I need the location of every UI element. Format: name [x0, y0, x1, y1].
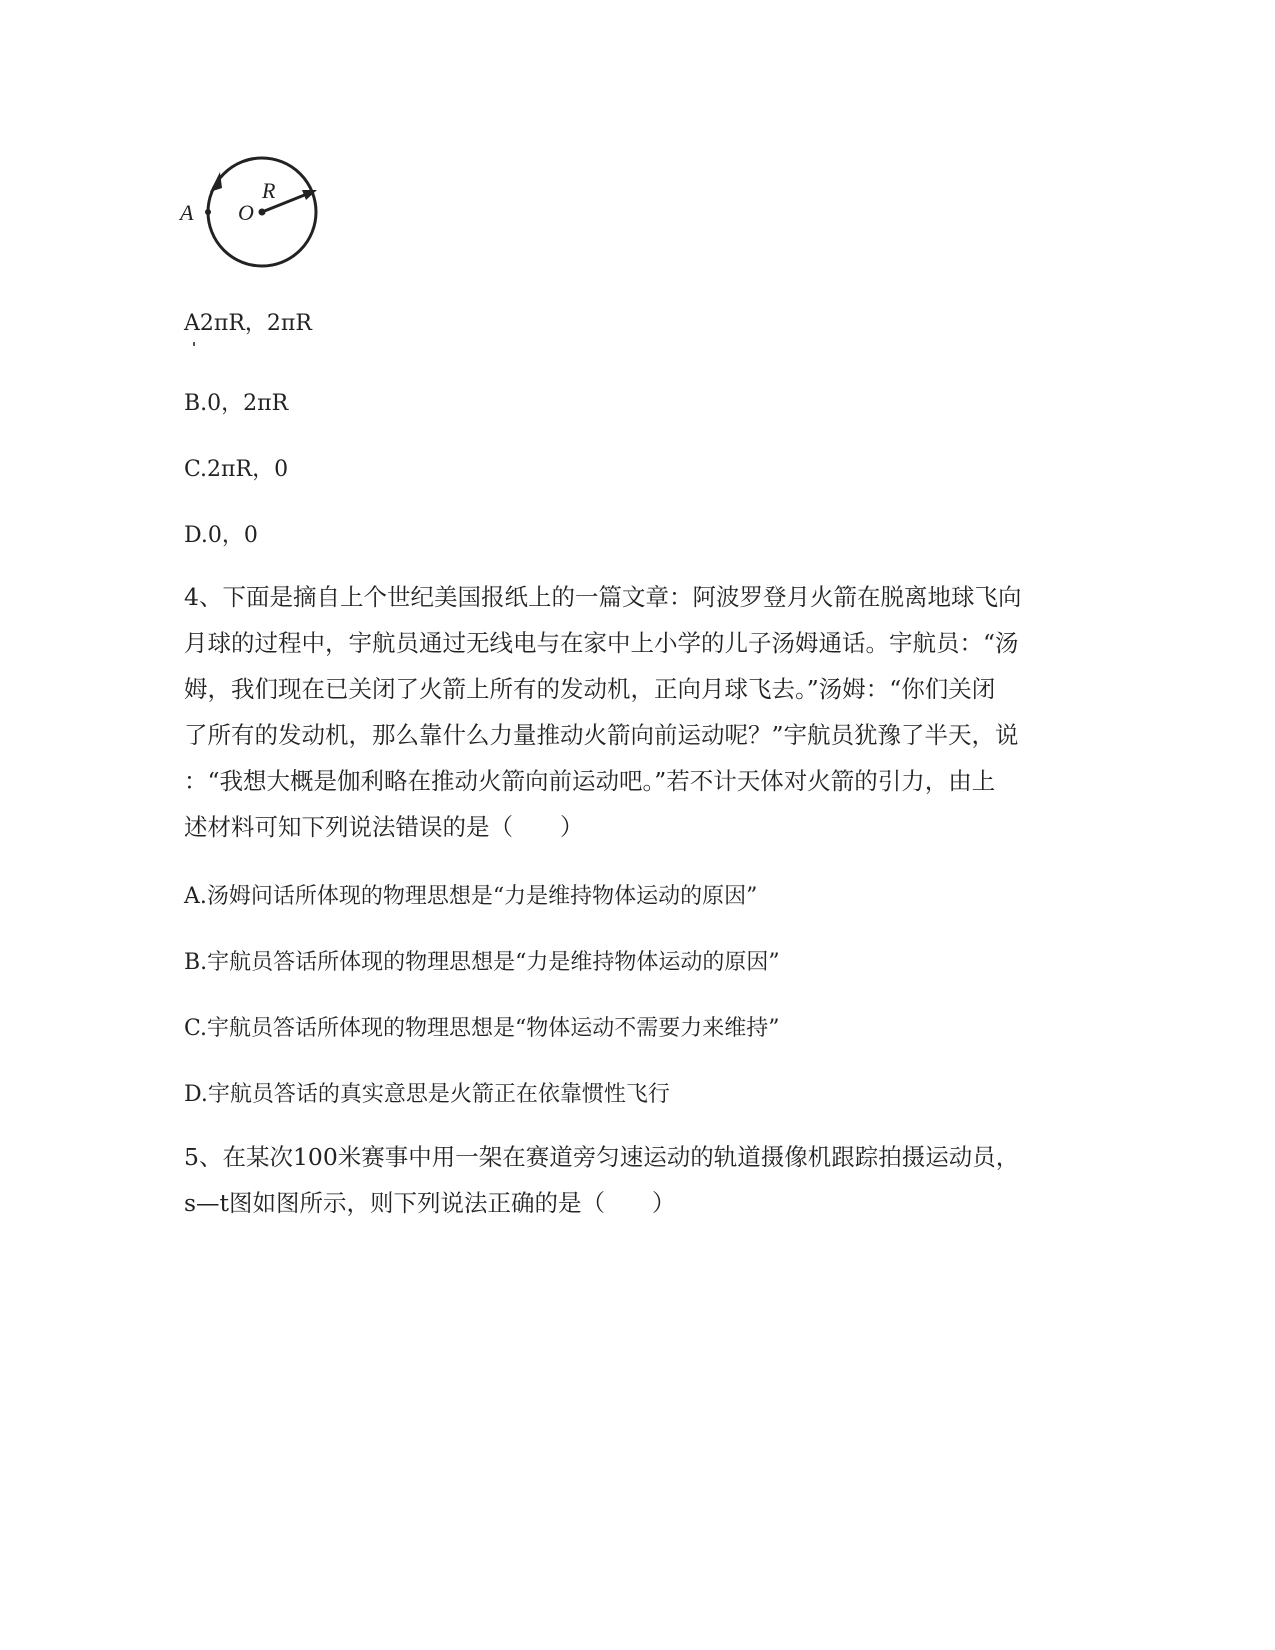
q4-line: 述材料可知下列说法错误的是（ ）	[184, 813, 584, 841]
q4-option-c: C.宇航员答话所体现的物理思想是“物体运动不需要力来维持”	[184, 1016, 780, 1041]
motion-arrowhead	[210, 172, 222, 192]
question-4	[184, 574, 1021, 850]
label-a: A	[180, 200, 194, 225]
circle-diagram	[180, 150, 330, 275]
q3-option-b: B.0，2πR	[184, 391, 289, 416]
q4-option-a: A.汤姆问话所体现的物理思想是“力是维持物体运动的原因”	[184, 884, 758, 909]
q4-line: 了所有的发动机，那么靠什么力量推动火箭向前运动呢？”宇航员犹豫了半天，说	[184, 721, 1019, 749]
label-o: O	[238, 200, 254, 225]
label-r: R	[262, 178, 276, 203]
q4-line: ：“我想大概是伽利略在推动火箭向前运动吧。”若不计天体对火箭的引力，由上	[184, 767, 996, 795]
question-5	[184, 1134, 1019, 1226]
q4-line: 月球的过程中，宇航员通过无线电与在家中上小学的儿子汤姆通话。宇航员：“汤	[184, 629, 1019, 657]
q4-line: 姆，我们现在已关闭了火箭上所有的发动机，正向月球飞去。”汤姆：“你们关闭	[184, 675, 996, 703]
scan-mark	[193, 342, 195, 346]
q3-option-a: A2πR，2πR	[184, 311, 312, 336]
circle-figure	[180, 150, 330, 275]
q4-option-d: D.宇航员答话的真实意思是火箭正在依靠惯性飞行	[184, 1082, 670, 1107]
q5-line: s—t图如图所示，则下列说法正确的是（ ）	[184, 1189, 676, 1217]
q3-option-d: D.0，0	[184, 523, 258, 548]
q4-line: 4、下面是摘自上个世纪美国报纸上的一篇文章：阿波罗登月火箭在脱离地球飞向	[184, 583, 1022, 611]
q4-option-b: B.宇航员答话所体现的物理思想是“力是维持物体运动的原因”	[184, 950, 780, 975]
q3-option-c: C.2πR，0	[184, 457, 289, 482]
point-a	[205, 209, 211, 215]
q5-line: 5、在某次100米赛事中用一架在赛道旁匀速运动的轨道摄像机跟踪拍摄运动员，	[184, 1143, 1020, 1171]
